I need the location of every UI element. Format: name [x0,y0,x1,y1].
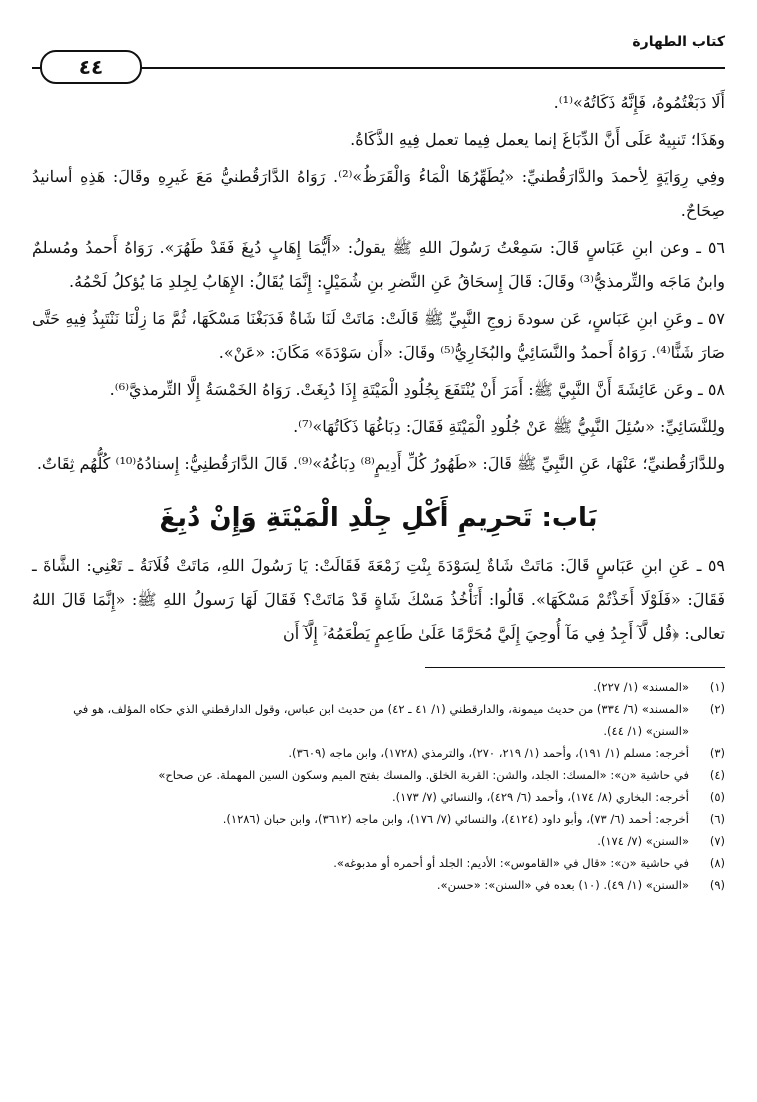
chapter-title: بَاب: تَحرِيمِ أَكْلِ جِلْدِ الْمَيْتَةِ وَإِنْ دُبِغَ [159,503,598,533]
footnote [32,874,725,896]
footnote-text: «المسند» (٦/ ٣٣٤) من حديث ميمونة، والدارقطني (١/ ٤١ ـ ٤٢) من حديث ابن عباس، وقول الدارقطني الذي حكاه المؤلف، هو في «السنن» (١/ ٤٤). [73,702,689,738]
main-text [32,86,725,651]
footnote-text: أخرجه: أحمد (٦/ ٧٣)، وأبو داود (٤١٢٤)، والنسائي (٧/ ١٧٦)، وابن ماجه (٣٦١٢)، وابن حبان (١٢٨٦). [222,812,689,826]
footnote-text: «المسند» (١/ ٢٢٧). [593,680,689,694]
footnote-text: أخرجه: البخاري (٨/ ١٧٤)، وأحمد (٦/ ٤٢٩)، والنسائي (٧/ ١٧٣). [392,790,689,804]
footnote-number: (٦) [709,812,725,826]
footnote-text: في حاشية «ن»: «قال في «القاموس»: الأديم: الجلد أو أحمره أو مدبوغه». [333,856,689,870]
paragraph: أَلَا دَبَغْتُمُوهُ، فَإِنَّهُ ذَكَاتُهُ»⁽¹⁾. [553,93,725,112]
paragraph: وفِي رِوَايَةٍ لِأحمدَ والدَّارَقُطنيِّ: «يُطَهِّرُهَا الْمَاءُ وَالْقَرَظُ»⁽²⁾. رَوَاهُ الدَّارَقُطنيُّ مَعَ غَيرِهِ وقَالَ: هَذِهِ أسانيدُ صِحَاحٌ. [32,167,725,220]
footnote-number: (٥) [709,790,725,804]
footnote [32,676,725,698]
book-page [32,30,725,1090]
footnote [32,808,725,830]
footnote-text: أخرجه: مسلم (١/ ١٩١)، وأحمد (١/ ٢١٩، ٢٧٠)، والترمذي (١٧٢٨)، وابن ماجه (٣٦٠٩). [288,746,689,760]
page-header [32,30,725,79]
paragraph: ولِلنَّسَائِيِّ: «سُئِلَ النَّبِيُّ ﷺ عَنْ جُلُودِ الْمَيْتَةِ فَقَالَ: دِبَاغُهَا ذَكَاتُهَا»⁽⁷⁾. [293,417,725,436]
footnote-text: «السنن» (٧/ ١٧٤). [597,834,689,848]
footnote-number: (٢) [709,702,725,716]
footnote-number: (٤) [709,768,725,782]
paragraph: وهَذَا؛ تَنبِيهٌ عَلَى أَنَّ الدِّبَاغَ إنما يعمل فِيما تعمل فِيهِ الذَّكَاةُ. [350,130,725,149]
footnote [32,830,725,852]
paragraph: ٥٨ ـ وعَن عَائِشَةَ أَنَّ النَّبِيَّ ﷺ: أَمَرَ أَنْ يُنْتَفَعَ بِجُلُودِ الْمَيْتَةِ إِذَا دُبِغَتْ. رَوَاهُ الخَمْسَةُ إِلَّا التِّرمذيَّ⁽⁶⁾. [109,380,725,399]
footnote [32,698,725,742]
page-number: ٤٤ [40,50,142,84]
footnote [32,786,725,808]
footnote-number: (١) [709,680,725,694]
paragraph: ٥٧ ـ وعَنِ ابنِ عَبَاسٍ، عَن سودةَ زوجِ النَّبِيِّ ﷺ قَالَتْ: مَاتَتْ لَنَا شَاةٌ فَدَبَغْنَا مَسْكَهَا، ثُمَّ مَا زِلْنَا نَنْتَبِذُ فِيهِ حَتَّى صَارَ شَنًّا⁽⁴⁾. رَوَاهُ أَحمدُ والنَّسَائِيُّ والبُخَارِيُّ⁽⁵⁾ وقَالَ: «أَن سَوْدَةَ» مَكَانَ: «عَنْ». [32,309,725,362]
running-title: كتاب الطهارة [632,34,725,50]
footnote-number: (٧) [709,834,725,848]
footnote [32,764,725,786]
footnote-text: «السنن» (١/ ٤٩). (١٠) بعده في «السنن»: «حسن». [436,878,689,892]
footnote-number: (٨) [709,856,725,870]
footnote [32,742,725,764]
footnotes [32,676,725,896]
footnote-separator [425,667,725,668]
footnote-text: في حاشية «ن»: «المسك: الجلد، والشن: القربة الخلق. والمسك بفتح الميم وسكون السين المهملة. عن صحاح» [158,768,689,782]
paragraph: ٥٩ ـ عَنِ ابنِ عَبَاسٍ قَالَ: مَاتَتْ شَاةٌ لِسَوْدَةَ بِنْتِ زَمْعَةَ فَقَالَتْ: يَا رَسُولَ اللهِ، مَاتَتْ فُلَانَةُ ـ تَعْنِي: الشَّاةَ ـ فَقَالَ: «فَلَوْلَا أَخَذْتُمْ مَسْكَهَا». قَالُوا: أَنَأْخُذُ مَسْكَ شَاةٍ قَدْ مَاتَتْ؟ فَقَالَ لَهَا رَسولُ اللهِ ﷺ: «إِنَّمَا قَالَ اللهُ تعالى: ﴿قُل لَّآ أَجِدُ فِي مَآ أُوحِيَ إِلَيَّ مُحَرَّمًا عَلَىٰ طَاعِمٍ يَطْعَمُهُۥٓ إِلَّآ أَن [32,556,725,643]
footnote-number: (٣) [709,746,725,760]
paragraph: ٥٦ ـ وعن ابنِ عَبَاسٍ قَالَ: سَمِعْتُ رَسُولَ اللهِ ﷺ يقولُ: «أَيُّمَا إِهَابٍ دُبِغَ فَقَدْ طَهُرَ». رَوَاهُ أَحمدُ ومُسلمٌ وابنُ مَاجَه والتِّرمذيُّ⁽³⁾ وقَالَ: قَالَ إِسحَاقُ عَنِ النَّضرِ بنِ شُمَيْلٍ: إِنَّمَا يُقَالُ: الإِهَابُ لِجِلدِ مَا يُؤكلُ لَحْمُهُ. [32,238,725,291]
footnote [32,852,725,874]
footnote-number: (٩) [709,878,725,892]
paragraph: وللدَّارَقُطنيِّ؛ عَنْهَا، عَنِ النَّبِيِّ ﷺ قَالَ: «طَهُورُ كُلِّ أَدِيمٍ⁽⁸⁾ دِبَاغُهُ»⁽⁹⁾. قَالَ الدَّارَقُطنِيُّ: إِسنادُهُ⁽¹⁰⁾ كُلُّهُم ثِقَاتٌ. [36,454,725,473]
